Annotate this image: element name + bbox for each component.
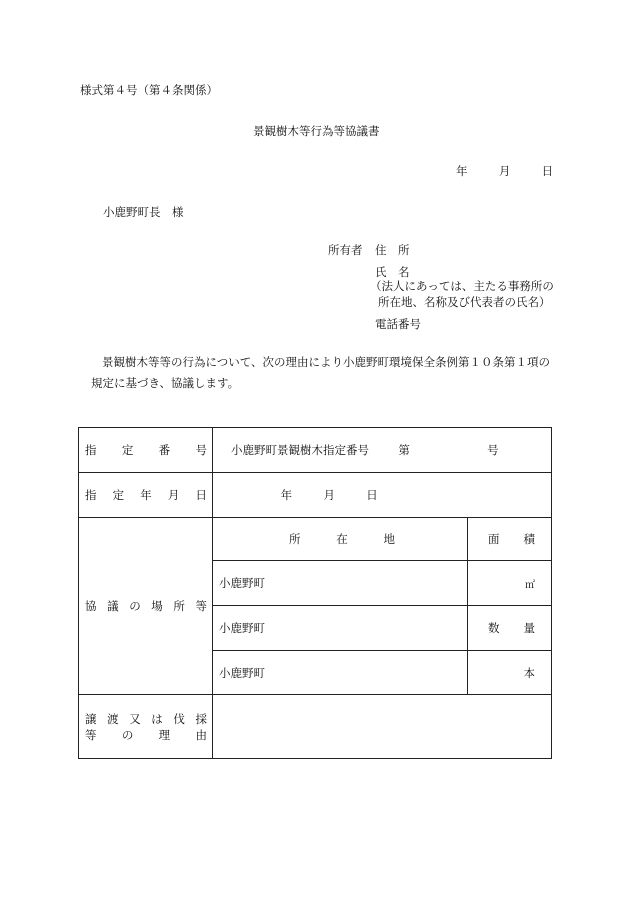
- designation-number-dai: 第: [398, 443, 410, 457]
- area-col-label: 面 積: [488, 532, 535, 546]
- reason-label: [79, 711, 212, 743]
- location-row-3-unit: 本: [523, 665, 535, 680]
- reason-value-cell[interactable]: [213, 695, 552, 759]
- location-row-2-town: 小鹿野町: [219, 621, 265, 635]
- document-title: 景観樹木等行為等協議書: [253, 124, 380, 138]
- designation-number-go: 号: [487, 443, 499, 457]
- designation-date-label-cell: [79, 473, 213, 518]
- address-label: 住 所: [375, 243, 410, 257]
- date-line: [456, 163, 553, 179]
- quantity-label: 数 量: [488, 621, 535, 635]
- location-row-1-town: 小鹿野町: [219, 576, 265, 590]
- designation-number-text: 小鹿野町景観樹木指定番号: [231, 443, 369, 457]
- designation-date-row: [79, 473, 552, 518]
- form-number: 様式第４号（第４条関係）: [80, 83, 218, 97]
- reason-label-cell: [79, 695, 213, 759]
- date-year: 年: [456, 164, 468, 178]
- owner-label: 所有者: [328, 243, 363, 257]
- location-row-3-count-cell[interactable]: [468, 651, 552, 695]
- location-row-1-unit: ㎡: [525, 579, 535, 591]
- area-col-header: [468, 518, 552, 561]
- designation-number-row: [79, 428, 552, 473]
- designation-date-value-cell[interactable]: [213, 473, 552, 518]
- reason-label-line2: 等 の 理 由: [85, 727, 207, 742]
- reason-label-line1: 譲 渡 又 は 伐 採: [85, 711, 207, 726]
- phone-label: 電話番号: [375, 317, 421, 331]
- designation-date-day: 日: [366, 488, 378, 502]
- location-header-row: [79, 518, 552, 561]
- corp-note-line1: （法人にあっては、主たる事務所の: [370, 279, 554, 293]
- reason-row: [79, 695, 552, 759]
- designation-number-label: 指 定 番 号: [85, 443, 207, 457]
- location-row-3-town-cell[interactable]: [213, 651, 468, 695]
- designation-number-label-cell: [79, 428, 213, 473]
- body-text-line2: 規定に基づき、協議します。: [91, 376, 240, 390]
- designation-number-value-cell[interactable]: [213, 428, 552, 473]
- location-label-cell: [79, 518, 213, 695]
- location-row-3-town: 小鹿野町: [219, 665, 265, 680]
- location-label: 協 議 の 場 所 等: [85, 599, 207, 613]
- designation-date-year: 年: [280, 488, 293, 502]
- addressee: 小鹿野町長 様: [103, 205, 184, 219]
- location-col-header: [213, 518, 468, 561]
- date-day: 日: [541, 164, 554, 178]
- corp-note-line2: 所在地、名称及び代表者の氏名）: [378, 295, 551, 309]
- designation-date-label: 指 定 年 月 日: [85, 488, 207, 502]
- designation-date-month: 月: [323, 488, 335, 502]
- consultation-table: [78, 427, 552, 759]
- reason-value: [213, 720, 219, 734]
- name-label: 氏 名: [375, 265, 410, 279]
- location-row-1-area-cell[interactable]: [468, 561, 552, 606]
- location-col-label: 所 在 地: [289, 532, 395, 546]
- body-text-line1: 景観樹木等等の行為について、次の理由により小鹿野町環境保全条例第１０条第１項の: [102, 355, 551, 369]
- location-row-2-town-cell[interactable]: [213, 606, 468, 651]
- location-row-1-town-cell[interactable]: [213, 561, 468, 606]
- date-month: 月: [498, 164, 511, 178]
- quantity-header-cell: [468, 606, 552, 651]
